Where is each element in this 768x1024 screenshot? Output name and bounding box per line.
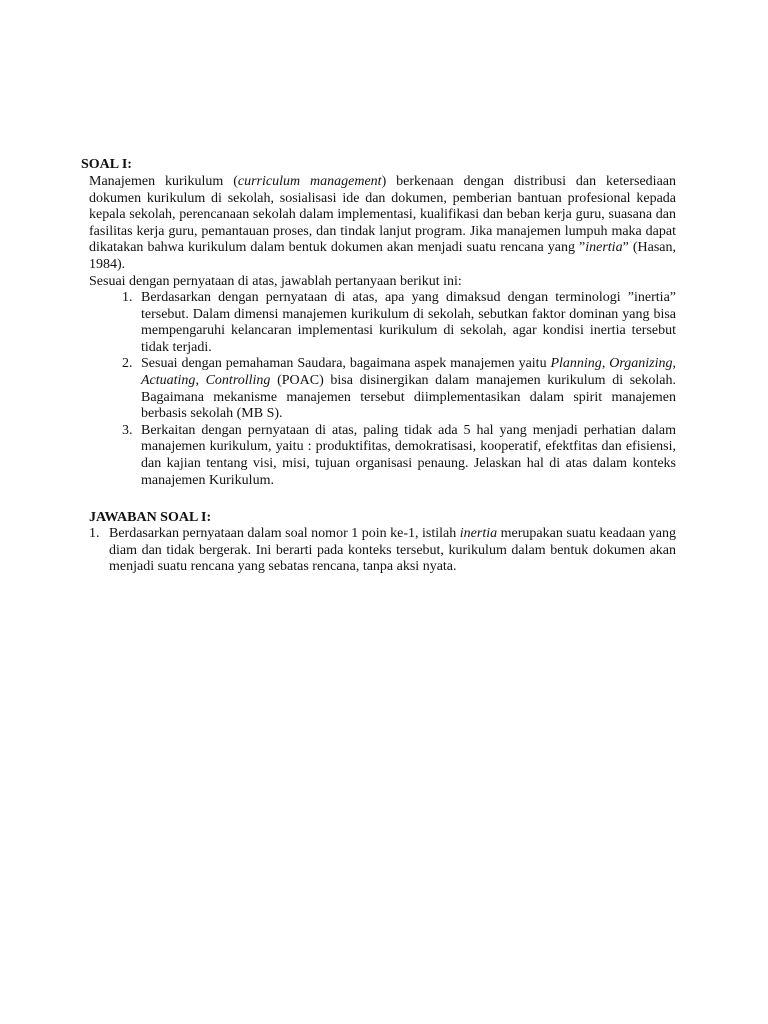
soal-heading: SOAL I: xyxy=(81,157,132,172)
soal-intro xyxy=(89,174,676,290)
intro-text-b: ) berkenaan dengan distribusi dan ketersediaan dokumen kurikulum di sekolah, sosialisasi ide dan dokumen, pemberian bantuan profesional kepada kepala sekolah, perencanaan sekolah dalam implementasi, kualifikasi dan beban kerja guru, suasana dan fasilitas kerja guru, pemantauan proses, dan tindak lanjut program. Jika manajemen lumpuh maka dapat dikatakan bahwa kurikulum dalam bentuk dokumen akan menjadi suatu rencana yang ” xyxy=(89,174,676,256)
term-organizing: Organizing xyxy=(609,356,673,372)
sep: , xyxy=(195,372,206,388)
answer-number: 1. xyxy=(89,526,100,541)
sep: , xyxy=(672,356,676,372)
answer-text-a: Berdasarkan pernyataan dalam soal nomor 1 poin ke-1, istilah xyxy=(109,526,460,541)
question-text: Berkaitan dengan pernyataan di atas, paling tidak ada 5 hal yang menjadi perhatian dalam manajemen kurikulum, yaitu : produktifitas, demokratisasi, kooperatif, efektfitas dan efisiensi, dan kajian tentang visi, misi, tujuan organisasi penaung. Jelaskan hal di atas dalam konteks manajemen Kurikulum. xyxy=(141,422,676,488)
answer-list xyxy=(89,526,676,576)
question-text: Berdasarkan dengan pernyataan di atas, apa yang dimaksud dengan terminologi ”inertia” tersebut. Dalam dimensi manajemen kurikulum di sekolah, sebutkan faktor dominan yang bisa mempengaruhi kelancaran implementasi kurikulum di sekolah, agar kondisi inertia tersebut tidak terjadi. xyxy=(141,290,676,355)
intro-italic-inertia: inertia xyxy=(585,240,623,256)
question-number: 3. xyxy=(122,422,133,438)
term-actuating: Actuating xyxy=(141,372,196,388)
question-list xyxy=(89,290,676,489)
sep: , xyxy=(601,356,610,372)
term-planning: Planning xyxy=(550,356,602,372)
answer-italic-inertia: inertia xyxy=(459,526,498,541)
question-number: 2. xyxy=(122,356,133,372)
question-text-b: (POAC) bisa disinergikan dalam manajemen kurikulum di sekolah. Bagaimana mekanisme manajemen tersebut diimplementasikan dalam spirit manajemen berbasis sekolah (MB S). xyxy=(141,372,676,422)
term-controlling: Controlling xyxy=(205,372,271,388)
intro-paragraph xyxy=(89,174,676,274)
jawaban-heading: JAWABAN SOAL I: xyxy=(89,510,212,525)
question-item-3 xyxy=(89,423,676,489)
answer-text-b: merupakan suatu keadaan yang diam dan tidak bergerak. Ini berarti pada konteks tersebut, kurikulum dalam bentuk dokumen akan menjadi suatu rencana yang sebatas rencana, tanpa aksi nyata. xyxy=(109,526,676,575)
question-number: 1. xyxy=(122,290,133,305)
intro-text-a: Manajemen kurikulum ( xyxy=(89,174,238,189)
question-text-a: Sesuai dengan pemahaman Saudara, bagaimana aspek manajemen yaitu xyxy=(141,356,551,372)
instruction-text: Sesuai dengan pernyataan di atas, jawablah pertanyaan berikut ini: xyxy=(89,273,462,289)
intro-text-c: ” (Hasan, 1984). xyxy=(89,240,676,272)
answer-item-1 xyxy=(89,526,676,576)
question-item-2 xyxy=(89,356,676,422)
intro-italic-term: curriculum management xyxy=(237,174,382,189)
question-item-1 xyxy=(89,290,676,356)
